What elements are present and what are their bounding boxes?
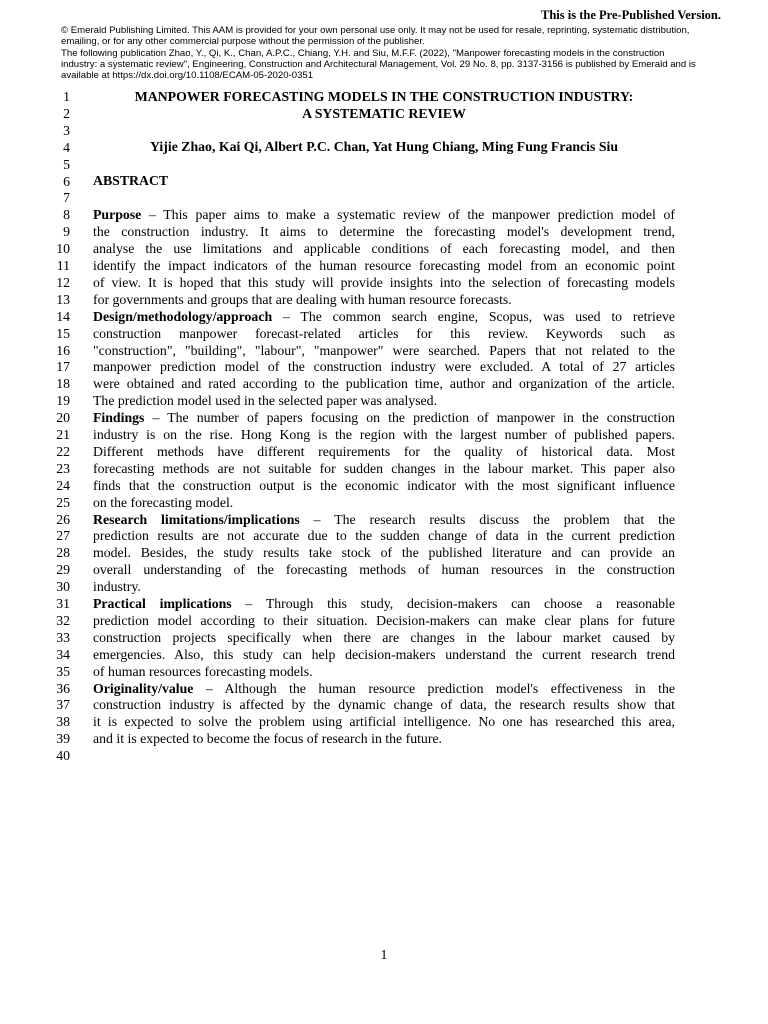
line-number: 40: [56, 748, 70, 764]
abstract-line-originality: [93, 681, 675, 697]
abstract-heading: ABSTRACT: [93, 173, 169, 188]
line-number: 32: [56, 612, 70, 628]
line-number: 28: [56, 545, 70, 561]
abstract-line-limitations: model. Besides, the study results take stock of the published literature and can provide an: [93, 545, 675, 561]
section-label-findings: Findings: [93, 410, 145, 426]
abstract-line-practical: emergencies. Also, this study can help decision-makers understand the current research trend: [93, 646, 675, 662]
line-number: 7: [63, 190, 70, 206]
abstract-line-design: construction manpower forecast-related articles for this review. Keywords such as: [93, 325, 675, 341]
section-text: – The common search engine, Scopus, was used to retrieve: [272, 308, 675, 324]
abstract-line-purpose: the construction industry. It aims to determine the forecasting model's development trend,: [93, 224, 675, 240]
line-number: 8: [63, 207, 70, 223]
paper-title-line-2: A SYSTEMATIC REVIEW: [302, 106, 466, 121]
line-number: 16: [56, 342, 70, 358]
line-number: 21: [56, 427, 70, 442]
pre-published-label: This is the Pre-Published Version.: [540, 8, 721, 22]
abstract-line-design: manpower prediction model of the construction industry were excluded. A total of 27 articles: [93, 359, 675, 375]
line-number: 5: [63, 156, 70, 172]
line-number: 12: [56, 274, 70, 290]
abstract-line-practical: [93, 596, 675, 612]
line-number: 25: [56, 494, 70, 510]
line-number: 4: [63, 139, 70, 155]
section-label-purpose: Purpose: [93, 207, 142, 223]
line-number: 26: [56, 511, 70, 527]
line-number: 1: [63, 89, 70, 104]
line-number: 27: [56, 528, 70, 544]
abstract-line-design: "construction", "building", "labour", "manpower" were searched. Papers that not related to the: [93, 342, 675, 358]
section-text: – Although the human resource prediction model's effectiveness in the: [193, 680, 675, 696]
line-number: 37: [56, 697, 70, 713]
line-number: 31: [56, 596, 70, 611]
abstract-line-practical: prediction model according to their situation. Decision-makers can make clear plans for future: [93, 612, 675, 628]
line-number: 10: [56, 241, 70, 257]
section-label-practical: Practical implications: [93, 596, 232, 611]
line-number: 24: [56, 477, 70, 493]
abstract-line-practical: of human resources forecasting models.: [93, 663, 313, 679]
notice-line: industry: a systematic review", Engineering, Construction and Architectural Management, Vol. 29 No. 8, pp. 3137-3156 is published by Emerald and is: [61, 58, 696, 70]
line-number: 13: [56, 291, 70, 307]
abstract-line-originality: and it is expected to become the focus of research in the future.: [93, 731, 442, 747]
abstract-line-limitations: industry.: [93, 579, 141, 595]
page-number: 1: [380, 947, 388, 962]
abstract-line-originality: construction industry is affected by the dynamic change of data, the research results show that: [93, 697, 675, 713]
line-number: 17: [56, 359, 70, 375]
line-number: 3: [63, 122, 70, 138]
abstract-line-purpose: identify the impact indicators of the human resource forecasting model from an economic point: [93, 258, 675, 273]
line-number: 29: [56, 562, 70, 578]
abstract-line-limitations: [93, 512, 675, 528]
line-number: 30: [56, 579, 70, 595]
notice-line: emailing, or for any other commercial purpose without the permission of the publisher.: [61, 36, 425, 48]
section-label-limitations: Research limitations/implications: [93, 511, 300, 527]
abstract-line-purpose: for governments and groups that are dealing with human resource forecasts.: [93, 291, 512, 307]
abstract-line-findings: [93, 410, 675, 426]
line-number: 22: [56, 443, 70, 459]
section-text: – The research results discuss the problem that the: [299, 511, 676, 527]
abstract-line-findings: industry is on the rise. Hong Kong is the region with the largest number of published papers.: [93, 427, 675, 442]
line-number: 38: [56, 714, 70, 730]
section-label-originality: Originality/value: [93, 680, 194, 696]
abstract-line-findings: forecasting methods are not suitable for sudden changes in the labour market. This paper also: [93, 460, 675, 476]
abstract-line-practical: construction projects specifically when there are changes in the labour market caused by: [93, 629, 675, 645]
section-text: – Through this study, decision-makers can choose a reasonable: [231, 596, 675, 611]
abstract-line-limitations: prediction results are not accurate due to the sudden change of data in the current prediction: [93, 528, 675, 544]
line-number: 6: [63, 173, 70, 189]
notice-line: © Emerald Publishing Limited. This AAM is provided for your own personal use only. It may not be used for resale, reprinting, systematic distribution,: [61, 25, 690, 36]
section-text: – This paper aims to make a systematic review of the manpower prediction model of: [141, 207, 675, 223]
line-number: 20: [56, 410, 70, 426]
line-number: 2: [63, 105, 70, 121]
line-number: 9: [63, 224, 70, 240]
notice-line: available at https://dx.doi.org/10.1108/ECAM-05-2020-0351: [61, 70, 314, 82]
line-number: 11: [56, 258, 70, 273]
abstract-line-design: The prediction model used in the selected paper was analysed.: [93, 393, 438, 409]
abstract-line-findings: finds that the construction output is the economic indicator with the most significant influence: [93, 477, 675, 493]
paper-title-line-1: MANPOWER FORECASTING MODELS IN THE CONSTRUCTION INDUSTRY:: [134, 89, 634, 104]
notice-line: The following publication Zhao, Y., Qi, K., Chan, A.P.C., Chiang, Y.H. and Siu, M.F.F. (2022), "Manpower forecasting models in the construction: [61, 47, 665, 59]
line-number: 35: [56, 663, 70, 679]
abstract-line-purpose: of view. It is hoped that this study will provide insights into the selection of forecasting models: [93, 274, 675, 290]
abstract-line-originality: it is expected to solve the problem using artificial intelligence. No one has researched this area,: [93, 714, 675, 730]
abstract-line-findings: Different methods have different requirements for the quality of historical data. Most: [93, 443, 675, 459]
section-text: – The number of papers focusing on the prediction of manpower in the construction: [144, 410, 675, 426]
abstract-line-findings: on the forecasting model.: [93, 494, 234, 510]
line-number: 39: [56, 731, 70, 747]
section-label-design: Design/methodology/approach: [93, 308, 273, 324]
copyright-notice: [61, 25, 751, 81]
line-number: 36: [56, 680, 70, 696]
abstract-line-limitations: overall understanding of the forecasting methods of human resources in the construction: [93, 562, 675, 578]
line-number: 15: [56, 325, 70, 341]
authors: Yijie Zhao, Kai Qi, Albert P.C. Chan, Yat Hung Chiang, Ming Fung Francis Siu: [149, 139, 618, 154]
line-number: 33: [56, 629, 70, 645]
abstract-line-purpose: [93, 207, 675, 223]
line-number: 18: [56, 376, 70, 392]
abstract-line-design: [93, 309, 675, 325]
abstract-line-purpose: analyse the use limitations and applicable conditions of each forecasting model, and then: [93, 241, 675, 257]
line-number: 14: [56, 308, 70, 324]
line-number: 19: [56, 393, 70, 409]
line-number: 23: [56, 460, 70, 476]
line-number: 34: [56, 646, 70, 662]
abstract-line-design: were obtained and rated according to the publication time, author and organization of the article.: [93, 376, 675, 392]
